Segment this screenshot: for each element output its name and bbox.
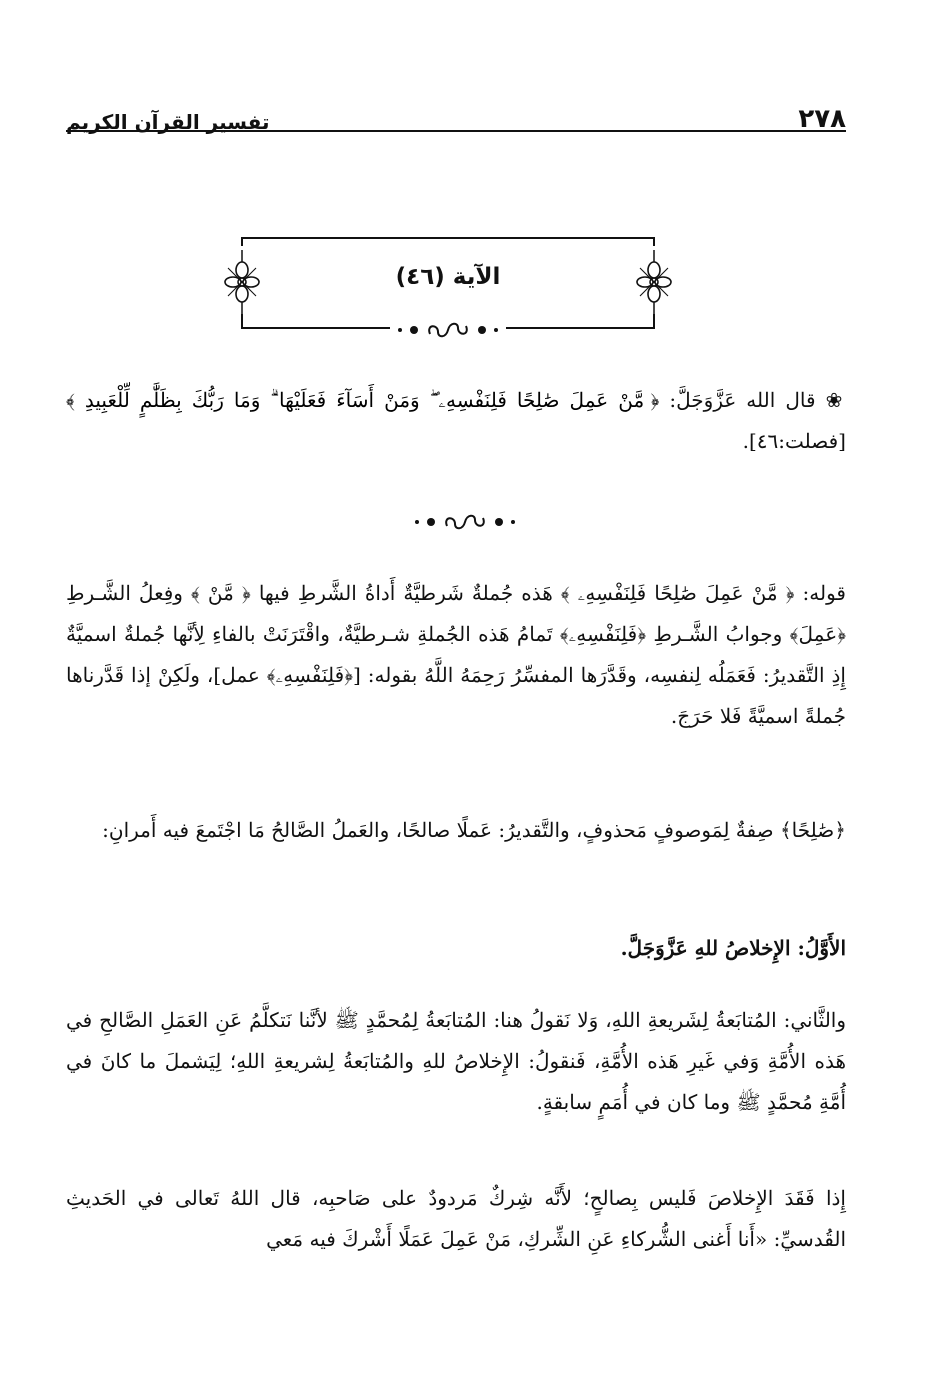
page-number: ٢٧٨ [798,104,846,134]
paragraph-2: ﴿صَٰلِحًا﴾ صِفةٌ لِمَوصوفٍ مَحذوفٍ، والتَّقديرُ: عَملًا صالحًا، والعَملُ الصَّالحُ مَا اجْتَمعَ فيه أَمرانِ: [102,818,846,842]
verse-heading-frame [222,228,674,348]
frame-divider-ornament-icon [398,324,498,337]
paragraph-5: إِذا فَقَدَ الإِخلاصَ فَليس بِصالحٍ؛ لأَنَّه شِركٌ مَردودٌ على صَاحبِه، قال اللهُ تَعالى في الحَديثِ القُدسيِّ: «أَنا أَغنى الشُّركاءِ عَنِ الشِّركِ، مَنْ عَمِلَ عَمَلًا أَشْركَ فيه مَعي [66,1186,846,1251]
paragraph-1: قوله: ﴿ مَّنْ عَمِلَ صَٰلِحًا فَلِنَفْسِهِۦ ﴾ هَذه جُملةٌ شَرطيَّةٌ أَداةُ الشَّرطِ فيها ﴿ مَّنْ ﴾ وفِعلُ الشَّـرطِ ﴿عَمِلَ﴾ وجوابُ الشَّـرطِ ﴿فَلِنَفْسِهِۦ﴾ تَمامُ هَذه الجُملةِ شـرطيَّةٌ، واقْتَرَنَتْ بالفاءِ لِأنَّها جُملةٌ اسميَّةٌ إِذِ التَّقديرُ: فَعَمَلُه لِنفسِه، وقَدَّرَها المفسِّرُ رَحِمَهُ اللَّهُ بقوله: [﴿فَلِنَفْسِهِۦ﴾ عمل]، ولَكِنْ إذا قَدَّرناها جُملةً اسميَّةً فَلا حَرَجَ. [66,581,846,728]
header-rule [66,130,846,132]
verse-citation: [فصلت:٤٦]. [742,429,846,453]
verse-heading: الآية (٤٦) [395,264,501,290]
paragraph-3: الأَوَّلُ: الإِخلاصُ للهِ عَزَّوَجَلَّ. [620,936,846,960]
book-title: تفسير القرآن الكريم [66,110,270,134]
section-divider [395,512,535,532]
verse-quote [66,380,846,462]
verse-intro: قال الله عَزَّوَجَلَّ: [669,388,816,412]
running-header [66,92,846,132]
quran-text: ﴿ مَّنْ عَمِلَ صَٰلِحًا فَلِنَفْسِهِۦ ۖ وَمَنْ أَسَآءَ فَعَلَيْهَا ۗ وَمَا رَبُّكَ بِظَلَّٰمٍ لِّلْعَبِيدِ ﴾ [66,388,660,412]
paragraph-4: والثَّاني: المُتابَعةُ لِشَريعةِ اللهِ، وَلا نَقولُ هنا: المُتابَعةُ لِمُحمَّدٍ ﷺ لأنَّنا نَتكلَّمُ عَنِ العَمَلِ الصَّالحِ في هَذه الأُمَّةِ وَفي غَيرِ هَذه الأُمَّةِ، فَنقولُ: الإِخلاصُ للهِ والمُتابَعةُ لِشريعةِ اللهِ؛ لِيَشملَ ما كانَ في أُمَّةِ مُحمَّدٍ ﷺ وما كان في أُمَمٍ سابقةٍ. [66,1008,846,1114]
divider-ornament-icon [395,512,535,532]
bullet-rosette-icon: ❀ [825,388,846,412]
